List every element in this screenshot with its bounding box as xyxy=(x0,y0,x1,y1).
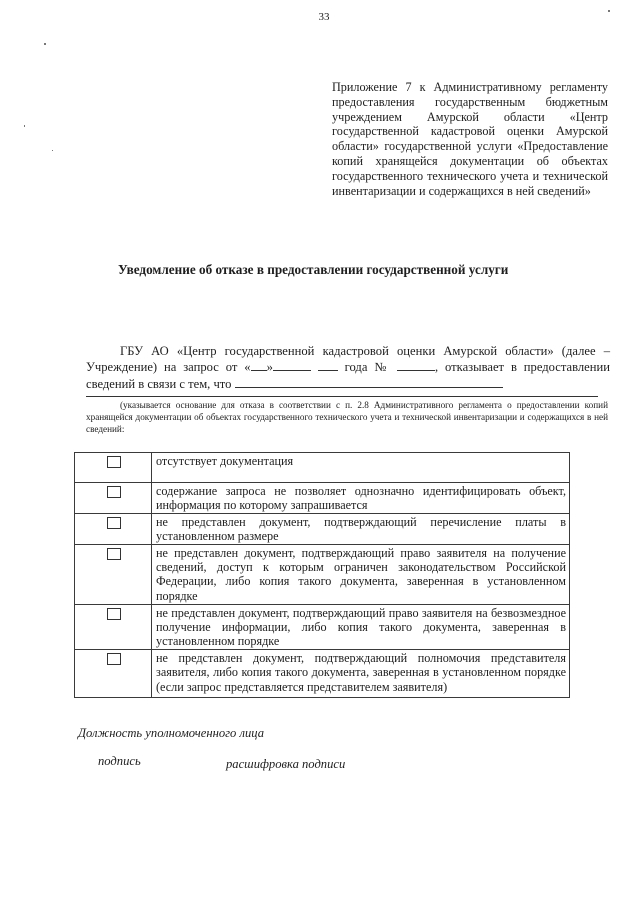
intro-paragraph xyxy=(86,343,610,392)
intro-text-start: ГБУ АО «Центр государственной кадастровой оценки Амурской области» (далее – Учреждение) на запрос от « xyxy=(86,344,610,375)
reason-checkbox-cell xyxy=(75,649,152,697)
scan-speck xyxy=(608,10,610,12)
scan-speck xyxy=(24,125,25,127)
reason-row xyxy=(75,453,570,483)
reason-continuation-line[interactable] xyxy=(86,396,598,397)
scan-speck xyxy=(44,43,46,45)
scan-speck xyxy=(52,150,53,151)
reason-text: отсутствует документация xyxy=(152,453,570,483)
signature-label: подпись xyxy=(98,754,141,768)
page-number: 33 xyxy=(318,11,330,23)
signature-decode-label: расшифровка подписи xyxy=(226,757,346,771)
reason-text: не представлен документ, подтверждающий перечисление платы в установленном размере xyxy=(152,513,570,544)
intro-text-end: , отказывает в предоставлении сведений в связи с тем, что xyxy=(86,360,610,391)
reason-text: не представлен документ, подтверждающий право заявителя на безвозмездное получение информации, либо копия такого документа, заверенная в установленном порядке xyxy=(152,604,570,649)
authorized-person-position-label: Должность уполномоченного лица xyxy=(78,726,265,740)
reason-checkbox-cell xyxy=(75,513,152,544)
request-year-field[interactable] xyxy=(318,359,338,371)
request-day-field[interactable] xyxy=(251,359,267,371)
request-month-field[interactable] xyxy=(273,359,311,371)
reason-checkbox[interactable] xyxy=(107,548,121,560)
reason-row xyxy=(75,649,570,697)
reason-checkbox-cell xyxy=(75,604,152,649)
reason-checkbox-cell xyxy=(75,544,152,604)
appendix-note: Приложение 7 к Административному регламенту предоставления государственным бюджетным учреждением Амурской области «Центр государственной кадастровой оценки Амурской области» государственной услуги «Предоставление копий хранящейся документации об объектах государственного технического учета и технической инвентаризации и содержащихся в ней сведений» xyxy=(332,80,608,198)
reason-text: содержание запроса не позволяет однозначно идентифицировать объект, информация по которому запрашивается xyxy=(152,483,570,514)
intro-quote-close: » xyxy=(266,360,273,375)
reason-checkbox-cell xyxy=(75,453,152,483)
reason-row xyxy=(75,513,570,544)
reason-checkbox[interactable] xyxy=(107,608,121,620)
request-number-field[interactable] xyxy=(397,359,435,371)
refusal-reasons-table xyxy=(74,452,570,698)
reason-text-field[interactable] xyxy=(235,376,503,388)
reason-row xyxy=(75,604,570,649)
reason-checkbox[interactable] xyxy=(107,456,121,468)
reason-row xyxy=(75,483,570,514)
document-title: Уведомление об отказе в предоставлении государственной услуги xyxy=(118,262,509,277)
reason-checkbox-cell xyxy=(75,483,152,514)
intro-year-label: года № xyxy=(344,360,391,375)
reason-text: не представлен документ, подтверждающий полномочия представителя заявителя, либо копия такого документа, заверенная в установленном порядке (если запрос представляется представителем заявителя) xyxy=(152,649,570,697)
reason-text: не представлен документ, подтверждающий право заявителя на получение сведений, доступ к которым ограничен законодательством Российской Федерации, либо копия такого документа, заверенная в установленном порядке xyxy=(152,544,570,604)
reason-checkbox[interactable] xyxy=(107,486,121,498)
reason-checkbox[interactable] xyxy=(107,517,121,529)
reason-row xyxy=(75,544,570,604)
reason-checkbox[interactable] xyxy=(107,653,121,665)
footnote: (указывается основание для отказа в соответствии с п. 2.8 Административного регламента о предоставлении копий хранящейся документации об объектах государственного технического учета и технической инвентаризации и содержащихся в ней сведений: xyxy=(86,400,608,434)
